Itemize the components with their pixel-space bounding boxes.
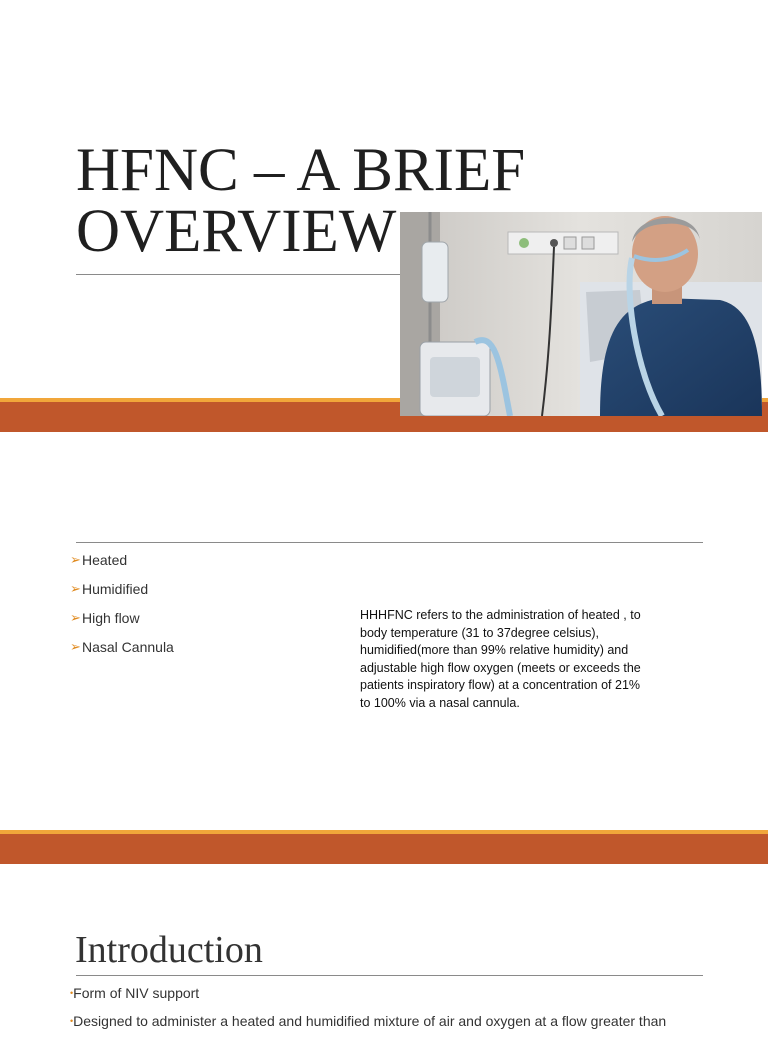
arrow-bullet-icon: ➢ <box>70 552 81 567</box>
dot-bullet-icon: • <box>70 1016 74 1026</box>
list-item: ➢ Heated <box>70 552 128 568</box>
accent-band-orange <box>0 834 768 864</box>
section-divider <box>76 542 703 543</box>
list-item: ➢ High flow <box>70 610 140 626</box>
list-item: •Form of NIV support <box>70 985 200 1001</box>
arrow-bullet-icon: ➢ <box>70 581 81 596</box>
slide-title <box>0 0 768 432</box>
hfnc-acronym-list <box>70 551 174 667</box>
arrow-bullet-icon: ➢ <box>70 639 81 654</box>
introduction-heading: Introduction <box>75 929 263 971</box>
list-item: •Designed to administer a heated and humidified mixture of air and oxygen at a flow greater than <box>70 1013 667 1029</box>
dot-bullet-icon: • <box>70 988 74 998</box>
patient-hfnc-illustration <box>400 212 762 416</box>
title-line-1: HFNC – A BRIEF <box>76 137 526 204</box>
introduction-underline <box>76 975 703 976</box>
arrow-bullet-icon: ➢ <box>70 610 81 625</box>
introduction-list <box>70 984 768 1040</box>
list-item: ➢ Humidified <box>70 581 149 597</box>
title-line-2: OVERVIEW <box>76 198 397 265</box>
title-underline <box>76 274 406 275</box>
list-item: ➢ Nasal Cannula <box>70 639 174 655</box>
definition-paragraph: HHHFNC refers to the administration of heated , to body temperature (31 to 37degree celsius), humidified(more than 99% relative humidity) and adjustable high flow oxygen (meets or exceeds the patients inspiratory flow) at a concentration of 21% to 100% via a nasal cannula. <box>360 608 641 710</box>
